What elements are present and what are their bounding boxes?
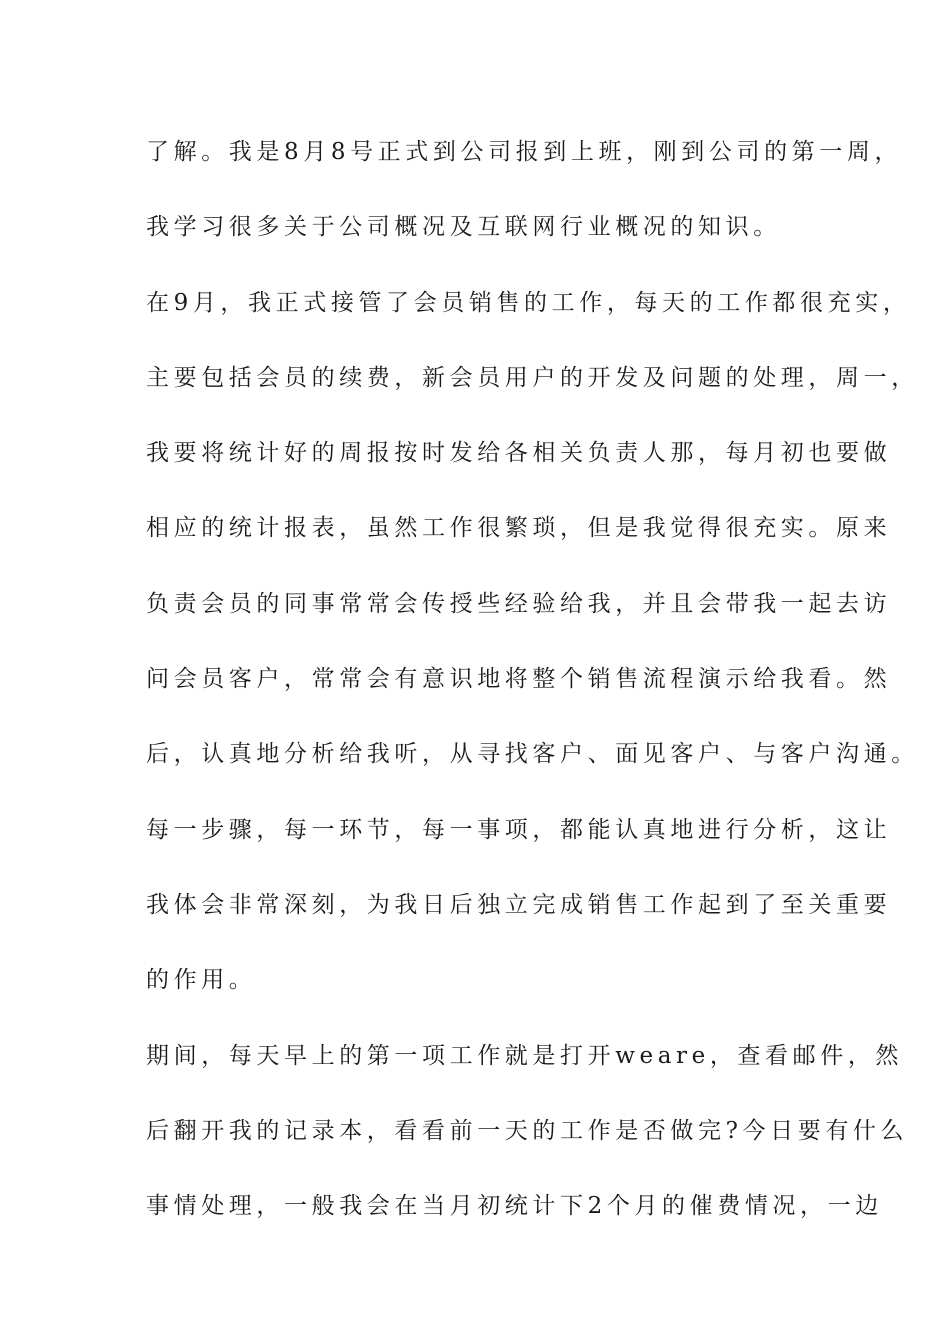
text-line: 了解。我是8月8号正式到公司报到上班，刚到公司的第一周， bbox=[146, 139, 903, 165]
text-line: 在9月，我正式接管了会员销售的工作，每天的工作都很充实， bbox=[146, 289, 911, 316]
text-line: 负责会员的同事常常会传授些经验给我，并且会带我一起去访 bbox=[146, 590, 892, 617]
text-line: 后，认真地分析给我听，从寻找客户、面见客户、与客户沟通。 bbox=[146, 741, 919, 768]
body-text bbox=[146, 130, 919, 1259]
text-line: 期间，每天早上的第一项工作就是打开weare，查看邮件，然 bbox=[146, 1042, 904, 1069]
text-line: 每一步骤，每一环节，每一事项，都能认真地进行分析，这让 bbox=[146, 816, 892, 843]
text-line: 问会员客户，常常会有意识地将整个销售流程演示给我看。然 bbox=[146, 666, 892, 693]
text-line: 后翻开我的记录本，看看前一天的工作是否做完?今日要有什么 bbox=[146, 1117, 909, 1144]
text-line: 我学习很多关于公司概况及互联网行业概况的知识。 bbox=[146, 214, 781, 241]
text-line: 我要将统计好的周报按时发给各相关负责人那，每月初也要做 bbox=[146, 440, 892, 467]
text-line: 的作用。 bbox=[146, 967, 257, 994]
text-line: 我体会非常深刻，为我日后独立完成销售工作起到了至关重要 bbox=[146, 891, 892, 918]
text-line: 相应的统计报表，虽然工作很繁琐，但是我觉得很充实。原来 bbox=[146, 515, 892, 542]
text-line: 主要包括会员的续费，新会员用户的开发及问题的处理，周一， bbox=[146, 364, 919, 391]
text-line: 事情处理，一般我会在当月初统计下2个月的催费情况，一边 bbox=[146, 1193, 883, 1220]
